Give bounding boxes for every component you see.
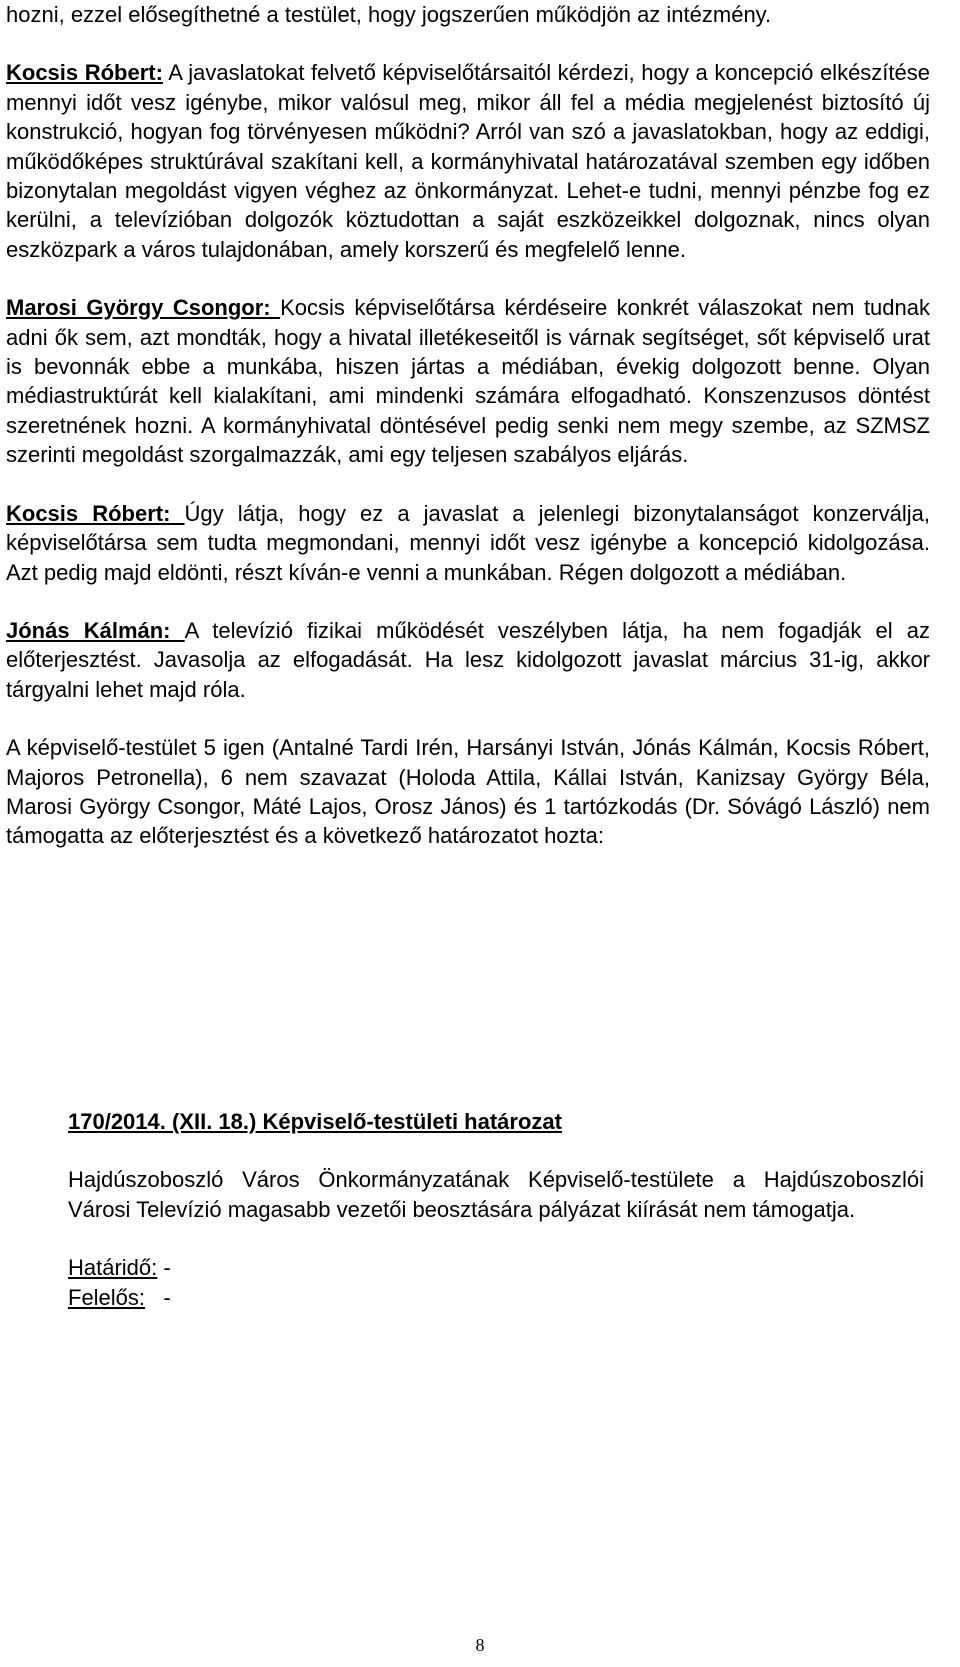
speaker-name: Kocsis Róbert: [6,60,163,86]
deadline-row [68,1253,924,1282]
paragraph-text: Úgy látja, hogy ez a javaslat a jelenlegi bizonytalanságot konzerválja, képviselőtársa sem tudta megmondani, mennyi időt vesz igénybe a koncepció kidolgozása. Azt pedig majd eldönti, részt kíván-e venni a munkában. Régen dolgozott a médiában. [6,500,930,585]
speaker-name: Kocsis Róbert: [6,500,185,526]
resolution-text: Hajdúszoboszló Város Önkormányzatának Képviselő-testülete a Hajdúszoboszlói Városi Televízió magasabb vezetői beosztására pályázat kiírását nem támogatja. [68,1167,924,1222]
paragraph-kocsis-1 [6,58,930,264]
deadline-label: Határidő: [68,1255,158,1281]
paragraph-text: A televízió fizikai működését veszélyben látja, ha nem fogadják el az előterjesztést. Javasolja az elfogadását. Ha lesz kidolgozott javaslat március 31-ig, akkor tárgyalni lehet majd róla. [6,617,930,702]
speaker-name: Jónás Kálmán: [6,617,185,643]
paragraph-jonas [6,616,930,704]
paragraph-text: A képviselő-testület 5 igen (Antalné Tardi Irén, Harsányi István, Jónás Kálmán, Kocsis Róbert, Majoros Petronella), 6 nem szavazat (Holoda Attila, Kállai István, Kanizsay György Béla, Marosi György Csongor, Máté Lajos, Orosz János) és 1 tartózkodás (Dr. Sóvágó László) nem támogatta az előterjesztést és a következő határozatot hozta: [6,735,930,849]
paragraph-text: A javaslatokat felvető képviselőtársaitól kérdezi, hogy a koncepció elkészítése mennyi időt vesz igénybe, mikor valósul meg, mikor áll fel a média megjelenést biztosító új konstrukció, hogyan fog törvényesen működni? Arról van szó a javaslatokban, hogy az eddigi, működőképes struktúrával szakítani kell, a kormányhivatal határozatával szemben egy időben bizonytalan megoldást vigyen véghez az önkormányzat. Lehet-e tudni, mennyi pénzbe fog ez kerülni, a televízióban dolgozók köztudottan a saját eszközeikkel dolgoznak, nincs olyan eszközpark a város tulajdonában, amely korszerű és megfelelő lenne. [6,60,930,262]
responsible-label: Felelős: [68,1284,146,1310]
minutes-text [6,0,930,851]
paragraph-continuation [6,0,930,29]
responsible-value: - [163,1284,171,1310]
paragraph-kocsis-2 [6,499,930,587]
deadline-value: - [163,1255,171,1281]
speaker-name: Marosi György Csongor: [6,295,281,321]
paragraph-text: hozni, ezzel elősegíthetné a testület, hogy jogszerűen működjön az intézmény. [6,2,772,27]
paragraph-vote [6,733,930,851]
responsible-row [68,1283,924,1312]
resolution-block [68,1107,924,1312]
paragraph-text: Kocsis képviselőtársa kérdéseire konkrét válaszokat nem tudnak adni ők sem, azt mondták, hogy a hivatal illetékeseitől is várnak segítséget, sőt képviselő urat is bevonnák ebbe a munkába, hiszen jártas a médiában, évekig dolgozott benne. Olyan médiastruktúrát kell kialakítani, ami mindenki számára elfogadható. Konszenzusos döntést szeretnének hozni. A kormányhivatal döntésével pedig senki nem megy szembe, az SZMSZ szerinti megoldást szorgalmazzák, ami egy teljesen szabályos eljárás. [6,295,930,468]
resolution-title: 170/2014. (XII. 18.) Képviselő-testületi határozat [68,1109,562,1134]
page-number: 8 [475,1635,485,1655]
paragraph-marosi [6,293,930,469]
